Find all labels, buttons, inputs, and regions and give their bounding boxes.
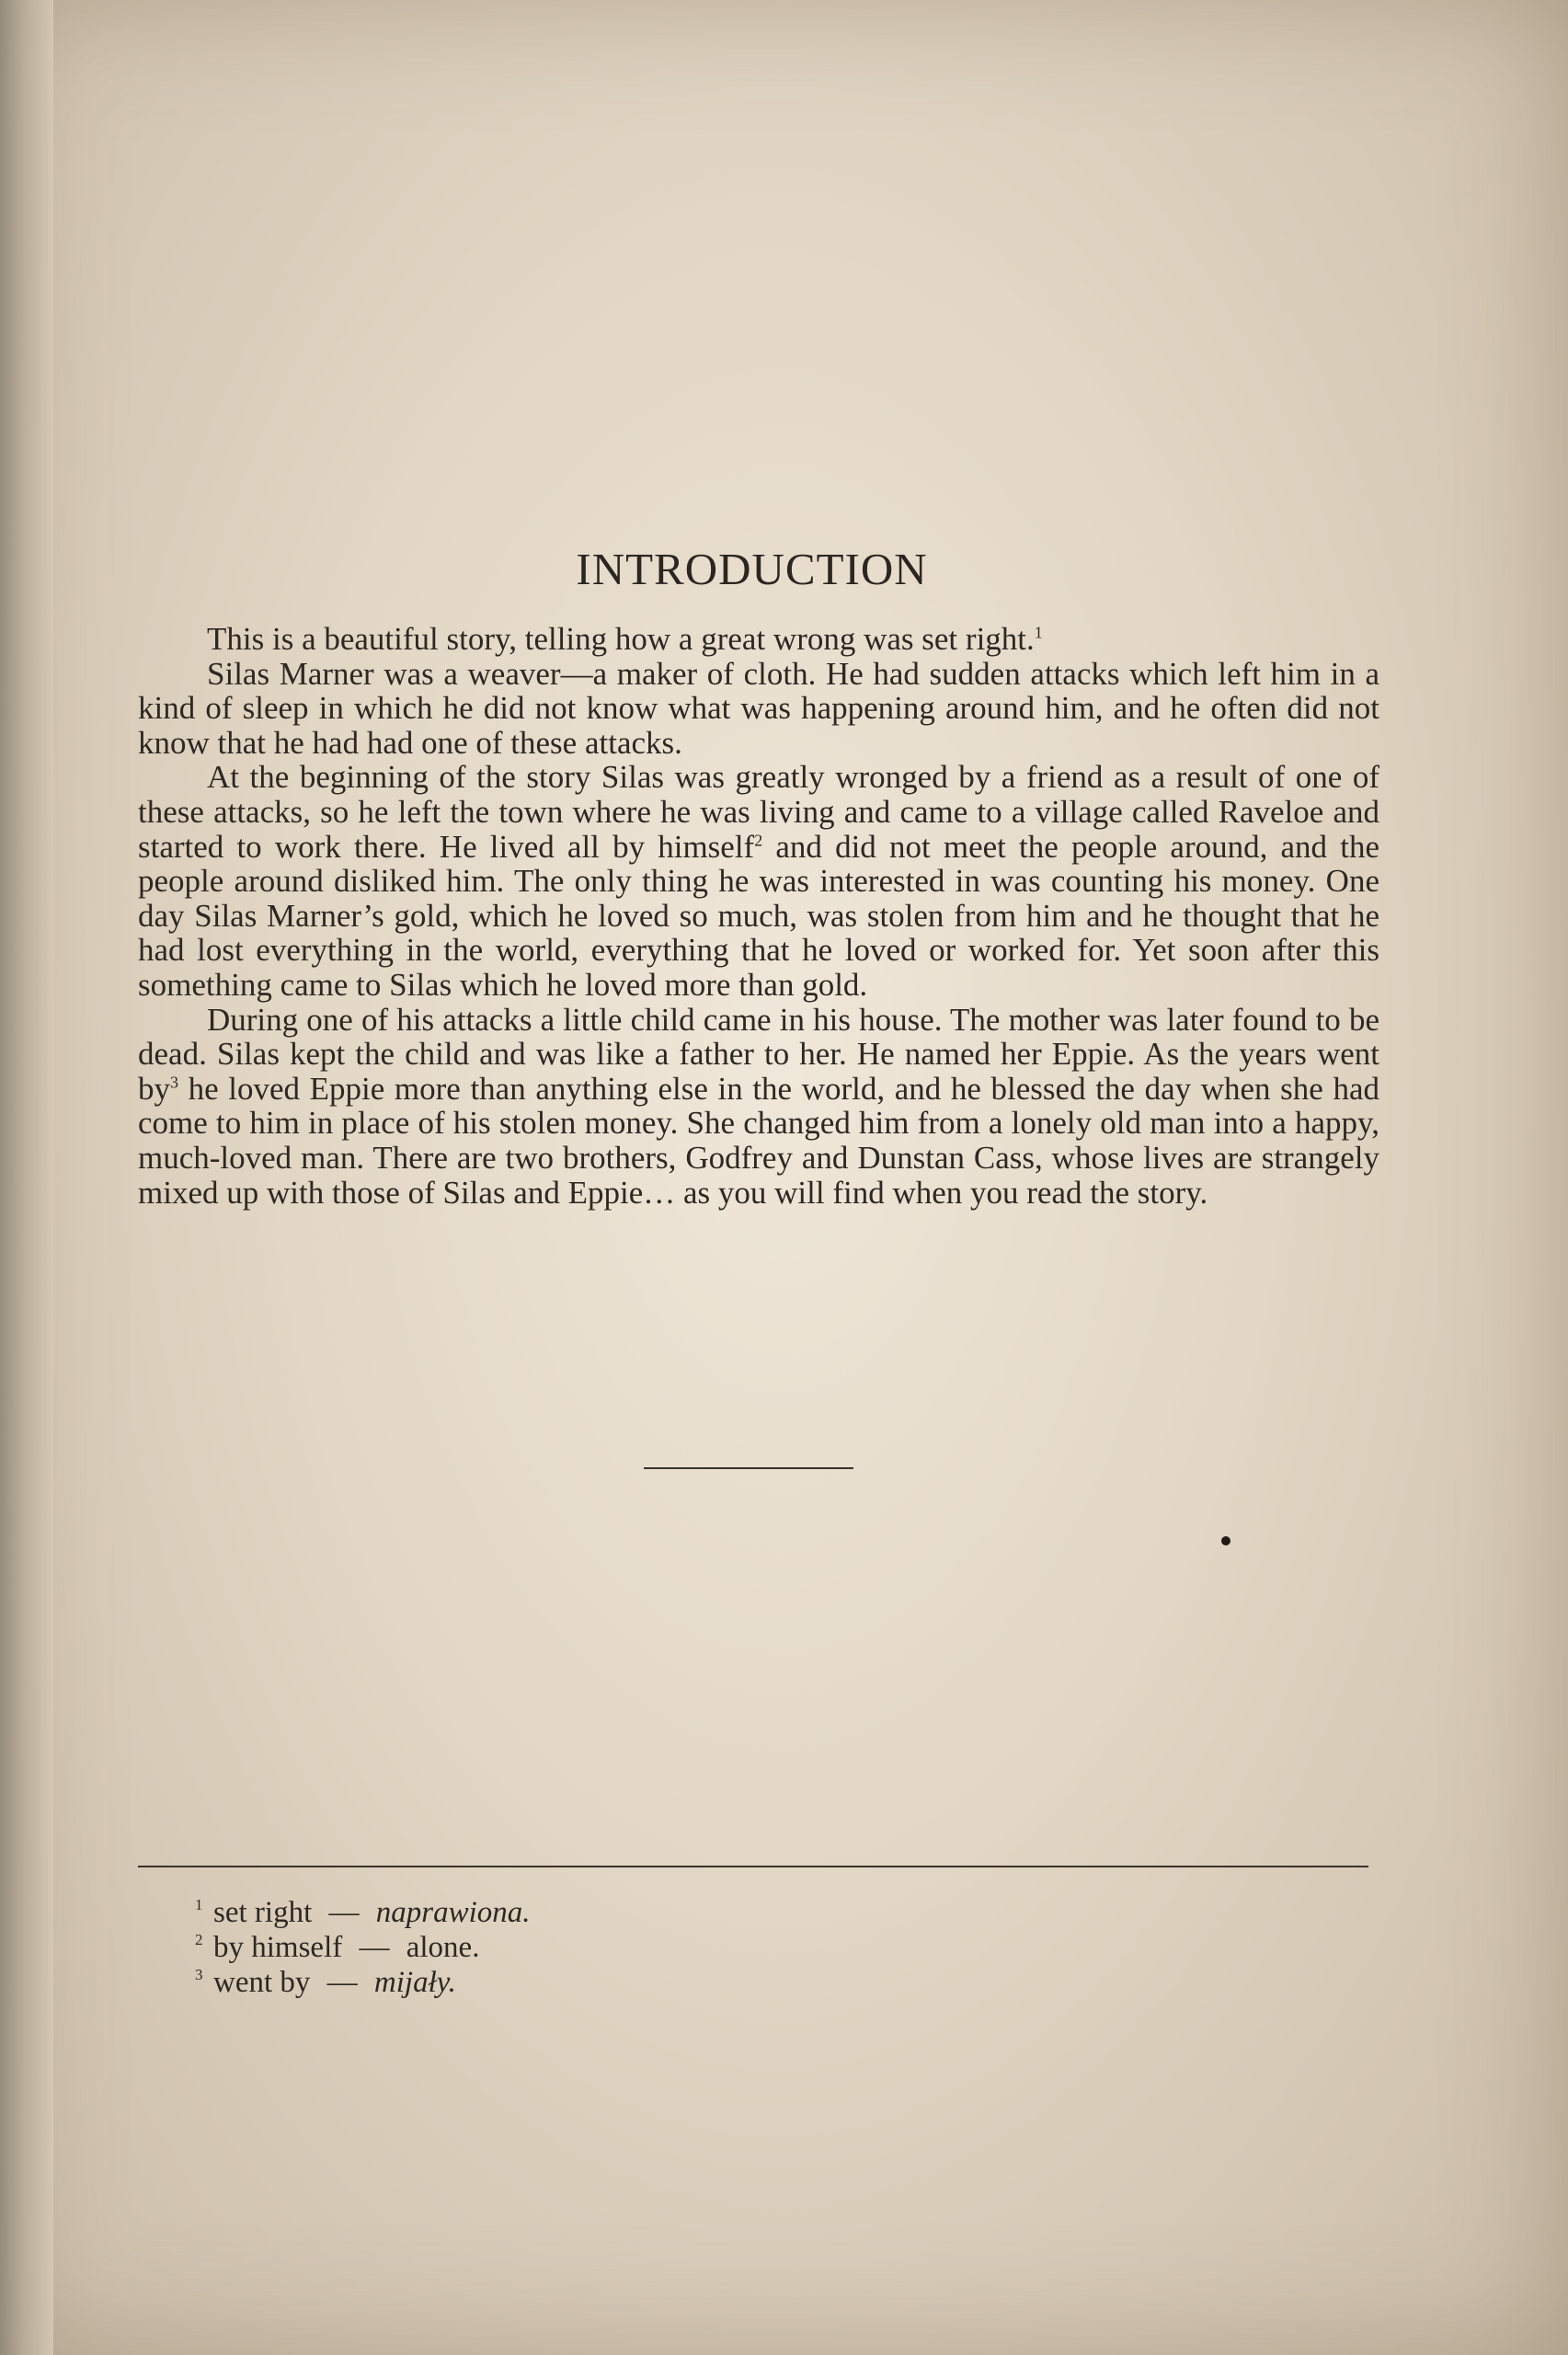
- footnote-number: 1: [195, 1896, 203, 1913]
- footnote-definition: mijały.: [373, 1966, 456, 1999]
- footnote-definition: alone.: [406, 1931, 480, 1964]
- paragraph-4-text-b: he loved Eppie more than anything else in the world, and he blessed the day when she had come to him in place of his stolen money. She changed him from a lonely old man into a happy, much-loved man. There are two brothers, Godfrey and Dunstan Cass, whose lives are strangely mixed up with those of Silas and Eppie… as you will find when you read the story.: [138, 1070, 1379, 1211]
- footnote-ref-1: 1: [1034, 623, 1043, 642]
- paragraph-2-text: Silas Marner was a weaver—a maker of cloth. He had sudden attacks which left him in a kind of sleep in which he did not know what was happening around him, and he often did not know that he had had one of these attacks.: [138, 655, 1379, 761]
- page-title: INTRODUCTION: [576, 544, 928, 594]
- footnote-2: [195, 1930, 531, 1965]
- footnote-term: by himself: [213, 1931, 343, 1964]
- paragraph-4-text-a: During one of his attacks a little child came in his house. The mother was later found to be dead. Silas kept the child and was like a father to her. He named her Eppie. As the years went by: [138, 1001, 1379, 1107]
- paragraph-3: [138, 760, 1379, 1002]
- paragraph-1: [138, 622, 1379, 657]
- footnote-ref-2: 2: [754, 830, 763, 849]
- footnote-dash: —: [326, 1966, 358, 1999]
- footnote-dash: —: [359, 1931, 390, 1964]
- footnote-term: set right: [213, 1896, 313, 1929]
- footnote-number: 2: [195, 1931, 203, 1948]
- section-divider: [644, 1467, 853, 1469]
- paragraph-3-text-a: At the beginning of the story Silas was greatly wronged by a friend as a result of one of these attacks, so he left the town where he was living and came to a village called Raveloe and started to work there. He lived all by himself: [138, 759, 1379, 865]
- page-binding-edge: [0, 0, 53, 2355]
- footnote-divider: [138, 1866, 1368, 1867]
- footnote-ref-3: 3: [170, 1073, 178, 1092]
- paragraph-4: [138, 1003, 1379, 1211]
- footnotes: [195, 1895, 531, 2000]
- ink-spot: [1221, 1536, 1230, 1545]
- paragraph-2: [138, 657, 1379, 761]
- footnote-term: went by: [213, 1966, 311, 1999]
- footnote-definition: naprawiona.: [375, 1896, 531, 1929]
- introduction-body: [138, 622, 1379, 1210]
- footnote-dash: —: [328, 1896, 360, 1929]
- paragraph-1-text: This is a beautiful story, telling how a great wrong was set right.: [207, 621, 1035, 657]
- paragraph-3-text-b: and did not meet the people around, and the people around disliked him. The only thing he was interested in was counting his money. One day Silas Marner’s gold, which he loved so much, was stolen from him and he thought that he had lost everything in the world, everything that he loved or worked for. Yet soon after this something came to Silas which he loved more than gold.: [138, 828, 1379, 1003]
- footnote-number: 3: [195, 1966, 203, 1983]
- footnote-3: [195, 1965, 531, 2000]
- footnote-1: [195, 1895, 531, 1930]
